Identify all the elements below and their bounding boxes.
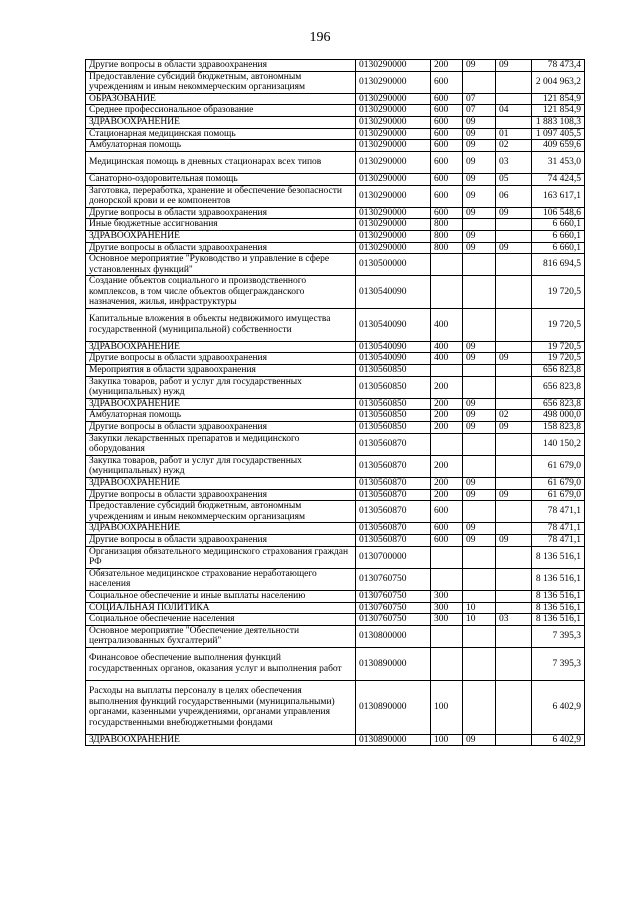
table-row bbox=[86, 230, 585, 242]
cell-section bbox=[463, 568, 496, 590]
table-row bbox=[86, 647, 585, 680]
cell-expense-type: 600 bbox=[431, 71, 463, 93]
cell-name: Закупка товаров, работ и услуг для государственных (муниципальных) нужд bbox=[86, 376, 356, 398]
cell-section: 07 bbox=[463, 93, 496, 105]
cell-expense-type: 200 bbox=[431, 376, 463, 398]
cell-subsection: 09 bbox=[496, 60, 532, 72]
cell-name: Другие вопросы в области здравоохранения bbox=[86, 534, 356, 546]
cell-section: 09 bbox=[463, 734, 496, 746]
cell-expense-type: 300 bbox=[431, 590, 463, 602]
cell-amount: 8 136 516,1 bbox=[532, 602, 585, 614]
cell-expense-type: 400 bbox=[431, 341, 463, 353]
cell-name: Закупка товаров, работ и услуг для государственных (муниципальных) нужд bbox=[86, 455, 356, 477]
cell-amount: 74 424,5 bbox=[532, 173, 585, 185]
cell-name: ЗДРАВООХРАНЕНИЕ bbox=[86, 523, 356, 535]
cell-subsection bbox=[496, 523, 532, 535]
table-row bbox=[86, 410, 585, 422]
cell-section: 09 bbox=[463, 534, 496, 546]
cell-name: Предоставление субсидий бюджетным, автономным учреждениям и иным некоммерческим организациям bbox=[86, 71, 356, 93]
cell-name: Обязательное медицинское страхование неработающего населения bbox=[86, 568, 356, 590]
table-row bbox=[86, 614, 585, 626]
cell-name: ЗДРАВООХРАНЕНИЕ bbox=[86, 116, 356, 128]
cell-code: 0130290000 bbox=[356, 207, 431, 219]
table-row bbox=[86, 365, 585, 377]
cell-section: 10 bbox=[463, 602, 496, 614]
cell-code: 0130700000 bbox=[356, 546, 431, 568]
cell-amount: 816 694,5 bbox=[532, 254, 585, 276]
cell-code: 0130560870 bbox=[356, 455, 431, 477]
cell-expense-type: 100 bbox=[431, 680, 463, 734]
cell-name: Медицинская помощь в дневных стационарах всех типов bbox=[86, 151, 356, 173]
cell-subsection: 09 bbox=[496, 242, 532, 254]
table-row bbox=[86, 376, 585, 398]
cell-section bbox=[463, 501, 496, 523]
table-row bbox=[86, 254, 585, 276]
table-row bbox=[86, 534, 585, 546]
cell-section: 09 bbox=[463, 353, 496, 365]
cell-amount: 61 679,0 bbox=[532, 455, 585, 477]
cell-section bbox=[463, 433, 496, 455]
table-row bbox=[86, 625, 585, 647]
cell-section: 09 bbox=[463, 185, 496, 207]
cell-name: ЗДРАВООХРАНЕНИЕ bbox=[86, 734, 356, 746]
cell-code: 0130560850 bbox=[356, 365, 431, 377]
table-row bbox=[86, 207, 585, 219]
cell-section: 09 bbox=[463, 242, 496, 254]
cell-section: 09 bbox=[463, 60, 496, 72]
page-number: 196 bbox=[309, 30, 331, 45]
cell-name: Капитальные вложения в объекты недвижимого имущества государственной (муниципальной) собственности bbox=[86, 309, 356, 342]
cell-code: 0130290000 bbox=[356, 93, 431, 105]
table-row bbox=[86, 116, 585, 128]
cell-section: 09 bbox=[463, 478, 496, 490]
cell-subsection bbox=[496, 116, 532, 128]
cell-expense-type: 200 bbox=[431, 455, 463, 477]
cell-amount: 158 823,8 bbox=[532, 422, 585, 434]
cell-section: 09 bbox=[463, 207, 496, 219]
table-row bbox=[86, 140, 585, 152]
table-row bbox=[86, 422, 585, 434]
cell-amount: 121 854,9 bbox=[532, 93, 585, 105]
cell-code: 0130560870 bbox=[356, 501, 431, 523]
table-row bbox=[86, 455, 585, 477]
cell-subsection bbox=[496, 341, 532, 353]
cell-subsection: 06 bbox=[496, 185, 532, 207]
cell-section bbox=[463, 276, 496, 309]
cell-expense-type: 600 bbox=[431, 501, 463, 523]
cell-amount: 163 617,1 bbox=[532, 185, 585, 207]
cell-code: 0130290000 bbox=[356, 185, 431, 207]
table-row bbox=[86, 568, 585, 590]
cell-code: 0130500000 bbox=[356, 254, 431, 276]
cell-amount: 8 136 516,1 bbox=[532, 614, 585, 626]
cell-expense-type: 800 bbox=[431, 242, 463, 254]
cell-section bbox=[463, 309, 496, 342]
cell-amount: 78 471,1 bbox=[532, 523, 585, 535]
cell-code: 0130290000 bbox=[356, 230, 431, 242]
cell-code: 0130540090 bbox=[356, 276, 431, 309]
cell-name: Другие вопросы в области здравоохранения bbox=[86, 353, 356, 365]
cell-section bbox=[463, 680, 496, 734]
cell-name: ЗДРАВООХРАНЕНИЕ bbox=[86, 478, 356, 490]
cell-expense-type: 600 bbox=[431, 140, 463, 152]
cell-expense-type: 600 bbox=[431, 523, 463, 535]
cell-subsection bbox=[496, 309, 532, 342]
cell-amount: 61 679,0 bbox=[532, 478, 585, 490]
cell-name: Другие вопросы в области здравоохранения bbox=[86, 242, 356, 254]
cell-code: 0130540090 bbox=[356, 341, 431, 353]
cell-code: 0130890000 bbox=[356, 680, 431, 734]
cell-section bbox=[463, 376, 496, 398]
cell-subsection bbox=[496, 680, 532, 734]
cell-code: 0130290000 bbox=[356, 60, 431, 72]
cell-amount: 121 854,9 bbox=[532, 105, 585, 117]
cell-amount: 19 720,5 bbox=[532, 341, 585, 353]
cell-expense-type: 200 bbox=[431, 398, 463, 410]
table-row bbox=[86, 501, 585, 523]
cell-section: 09 bbox=[463, 151, 496, 173]
table-row bbox=[86, 276, 585, 309]
table-row bbox=[86, 105, 585, 117]
cell-subsection bbox=[496, 254, 532, 276]
cell-subsection: 09 bbox=[496, 534, 532, 546]
cell-amount: 106 548,6 bbox=[532, 207, 585, 219]
cell-code: 0130290000 bbox=[356, 173, 431, 185]
cell-name: Организация обязательного медицинского страхования граждан РФ bbox=[86, 546, 356, 568]
cell-amount: 2 004 963,2 bbox=[532, 71, 585, 93]
table-row bbox=[86, 478, 585, 490]
cell-subsection bbox=[496, 230, 532, 242]
table-row bbox=[86, 219, 585, 231]
cell-subsection bbox=[496, 734, 532, 746]
cell-name: Иные бюджетные ассигнования bbox=[86, 219, 356, 231]
cell-amount: 31 453,0 bbox=[532, 151, 585, 173]
cell-code: 0130290000 bbox=[356, 140, 431, 152]
cell-name: ОБРАЗОВАНИЕ bbox=[86, 93, 356, 105]
cell-name: Социальное обеспечение населения bbox=[86, 614, 356, 626]
cell-expense-type: 600 bbox=[431, 116, 463, 128]
cell-expense-type: 600 bbox=[431, 93, 463, 105]
cell-expense-type: 800 bbox=[431, 230, 463, 242]
cell-name: Закупки лекарственных препаратов и медицинского оборудования bbox=[86, 433, 356, 455]
cell-expense-type: 600 bbox=[431, 128, 463, 140]
cell-section: 09 bbox=[463, 398, 496, 410]
cell-amount: 61 679,0 bbox=[532, 489, 585, 501]
budget-table bbox=[85, 59, 585, 746]
table-row bbox=[86, 93, 585, 105]
cell-subsection bbox=[496, 568, 532, 590]
cell-name: Социальное обеспечение и иные выплаты населению bbox=[86, 590, 356, 602]
cell-expense-type: 600 bbox=[431, 105, 463, 117]
cell-name: Амбулаторная помощь bbox=[86, 410, 356, 422]
cell-expense-type: 400 bbox=[431, 353, 463, 365]
cell-amount: 19 720,5 bbox=[532, 276, 585, 309]
cell-section bbox=[463, 365, 496, 377]
cell-subsection bbox=[496, 276, 532, 309]
cell-subsection bbox=[496, 93, 532, 105]
cell-code: 0130290000 bbox=[356, 71, 431, 93]
cell-code: 0130560850 bbox=[356, 422, 431, 434]
cell-section bbox=[463, 71, 496, 93]
cell-section: 09 bbox=[463, 410, 496, 422]
cell-subsection bbox=[496, 365, 532, 377]
table-row bbox=[86, 546, 585, 568]
cell-code: 0130290000 bbox=[356, 242, 431, 254]
cell-section: 09 bbox=[463, 116, 496, 128]
cell-amount: 656 823,8 bbox=[532, 398, 585, 410]
cell-section: 09 bbox=[463, 489, 496, 501]
cell-name: Основное мероприятие "Руководство и управление в сфере установленных функций" bbox=[86, 254, 356, 276]
cell-code: 0130290000 bbox=[356, 116, 431, 128]
cell-section: 09 bbox=[463, 140, 496, 152]
cell-amount: 6 660,1 bbox=[532, 242, 585, 254]
cell-expense-type: 200 bbox=[431, 60, 463, 72]
cell-expense-type bbox=[431, 568, 463, 590]
cell-subsection: 09 bbox=[496, 422, 532, 434]
cell-amount: 78 473,4 bbox=[532, 60, 585, 72]
cell-subsection: 03 bbox=[496, 151, 532, 173]
cell-code: 0130560850 bbox=[356, 410, 431, 422]
cell-section bbox=[463, 546, 496, 568]
cell-subsection bbox=[496, 71, 532, 93]
cell-name: Санаторно-оздоровительная помощь bbox=[86, 173, 356, 185]
cell-amount: 6 402,9 bbox=[532, 680, 585, 734]
table-row bbox=[86, 151, 585, 173]
table-row bbox=[86, 341, 585, 353]
cell-name: Амбулаторная помощь bbox=[86, 140, 356, 152]
cell-code: 0130760750 bbox=[356, 568, 431, 590]
cell-code: 0130290000 bbox=[356, 151, 431, 173]
cell-amount: 498 000,0 bbox=[532, 410, 585, 422]
cell-section bbox=[463, 590, 496, 602]
cell-name: Финансовое обеспечение выполнения функций государственных органов, оказания услуг и выполнения работ bbox=[86, 647, 356, 680]
cell-section bbox=[463, 455, 496, 477]
table-row bbox=[86, 398, 585, 410]
table-row bbox=[86, 173, 585, 185]
cell-subsection: 03 bbox=[496, 614, 532, 626]
cell-expense-type: 300 bbox=[431, 602, 463, 614]
cell-amount: 8 136 516,1 bbox=[532, 568, 585, 590]
cell-section: 09 bbox=[463, 523, 496, 535]
table-row bbox=[86, 523, 585, 535]
cell-amount: 78 471,1 bbox=[532, 534, 585, 546]
cell-subsection: 01 bbox=[496, 128, 532, 140]
cell-name: Другие вопросы в области здравоохранения bbox=[86, 422, 356, 434]
table-row bbox=[86, 128, 585, 140]
cell-subsection: 09 bbox=[496, 489, 532, 501]
cell-section bbox=[463, 647, 496, 680]
cell-amount: 19 720,5 bbox=[532, 353, 585, 365]
table-row bbox=[86, 185, 585, 207]
cell-name: Другие вопросы в области здравоохранения bbox=[86, 207, 356, 219]
cell-name: Мероприятия в области здравоохранения bbox=[86, 365, 356, 377]
cell-amount: 78 471,1 bbox=[532, 501, 585, 523]
cell-subsection bbox=[496, 602, 532, 614]
cell-expense-type: 100 bbox=[431, 734, 463, 746]
cell-expense-type: 600 bbox=[431, 173, 463, 185]
cell-subsection: 09 bbox=[496, 207, 532, 219]
cell-subsection bbox=[496, 219, 532, 231]
cell-code: 0130800000 bbox=[356, 625, 431, 647]
cell-expense-type: 200 bbox=[431, 489, 463, 501]
table-row bbox=[86, 71, 585, 93]
cell-name: Другие вопросы в области здравоохранения bbox=[86, 489, 356, 501]
cell-amount: 6 402,9 bbox=[532, 734, 585, 746]
cell-section: 10 bbox=[463, 614, 496, 626]
cell-name: ЗДРАВООХРАНЕНИЕ bbox=[86, 341, 356, 353]
cell-code: 0130560870 bbox=[356, 489, 431, 501]
cell-name: Среднее профессиональное образование bbox=[86, 105, 356, 117]
cell-amount: 7 395,3 bbox=[532, 625, 585, 647]
cell-subsection bbox=[496, 376, 532, 398]
cell-expense-type: 600 bbox=[431, 185, 463, 207]
cell-name: СОЦИАЛЬНАЯ ПОЛИТИКА bbox=[86, 602, 356, 614]
cell-section bbox=[463, 219, 496, 231]
cell-code: 0130290000 bbox=[356, 219, 431, 231]
cell-subsection bbox=[496, 455, 532, 477]
cell-code: 0130540090 bbox=[356, 353, 431, 365]
cell-subsection: 04 bbox=[496, 105, 532, 117]
cell-amount: 19 720,5 bbox=[532, 309, 585, 342]
cell-subsection bbox=[496, 647, 532, 680]
cell-code: 0130560850 bbox=[356, 398, 431, 410]
cell-subsection bbox=[496, 398, 532, 410]
cell-expense-type bbox=[431, 433, 463, 455]
cell-expense-type: 600 bbox=[431, 151, 463, 173]
cell-subsection bbox=[496, 501, 532, 523]
cell-amount: 140 150,2 bbox=[532, 433, 585, 455]
cell-subsection: 02 bbox=[496, 410, 532, 422]
cell-name: Создание объектов социального и производственного комплексов, в том числе объектов общегражданского назначения, жилья, инфраструктуры bbox=[86, 276, 356, 309]
cell-amount: 656 823,8 bbox=[532, 365, 585, 377]
table-row bbox=[86, 433, 585, 455]
table-row bbox=[86, 680, 585, 734]
cell-code: 0130760750 bbox=[356, 602, 431, 614]
cell-name: Другие вопросы в области здравоохранения bbox=[86, 60, 356, 72]
cell-expense-type bbox=[431, 647, 463, 680]
table-row bbox=[86, 602, 585, 614]
cell-expense-type bbox=[431, 625, 463, 647]
cell-name: ЗДРАВООХРАНЕНИЕ bbox=[86, 230, 356, 242]
cell-name: ЗДРАВООХРАНЕНИЕ bbox=[86, 398, 356, 410]
cell-expense-type bbox=[431, 254, 463, 276]
cell-section bbox=[463, 254, 496, 276]
table-row bbox=[86, 242, 585, 254]
table-row bbox=[86, 353, 585, 365]
cell-section: 09 bbox=[463, 422, 496, 434]
cell-section bbox=[463, 625, 496, 647]
cell-expense-type: 800 bbox=[431, 219, 463, 231]
cell-section: 09 bbox=[463, 230, 496, 242]
cell-subsection bbox=[496, 590, 532, 602]
cell-subsection bbox=[496, 478, 532, 490]
cell-amount: 6 660,1 bbox=[532, 230, 585, 242]
cell-code: 0130560870 bbox=[356, 478, 431, 490]
cell-code: 0130540090 bbox=[356, 309, 431, 342]
cell-subsection: 09 bbox=[496, 353, 532, 365]
cell-expense-type: 400 bbox=[431, 309, 463, 342]
cell-amount: 8 136 516,1 bbox=[532, 590, 585, 602]
cell-amount: 8 136 516,1 bbox=[532, 546, 585, 568]
cell-amount: 1 097 405,5 bbox=[532, 128, 585, 140]
cell-code: 0130290000 bbox=[356, 105, 431, 117]
cell-name: Расходы на выплаты персоналу в целях обеспечения выполнения функций государственными (муниципальными) органами, казенными учреждениями, органами управления государственными внебюджетными фондами bbox=[86, 680, 356, 734]
cell-section: 07 bbox=[463, 105, 496, 117]
cell-expense-type bbox=[431, 365, 463, 377]
cell-expense-type bbox=[431, 546, 463, 568]
cell-code: 0130760750 bbox=[356, 614, 431, 626]
cell-expense-type: 600 bbox=[431, 207, 463, 219]
cell-subsection bbox=[496, 433, 532, 455]
cell-code: 0130560850 bbox=[356, 376, 431, 398]
cell-section: 09 bbox=[463, 341, 496, 353]
table-row bbox=[86, 309, 585, 342]
cell-expense-type: 300 bbox=[431, 614, 463, 626]
cell-code: 0130560870 bbox=[356, 534, 431, 546]
cell-name: Стационарная медицинская помощь bbox=[86, 128, 356, 140]
cell-expense-type: 200 bbox=[431, 410, 463, 422]
cell-expense-type: 200 bbox=[431, 422, 463, 434]
cell-code: 0130560870 bbox=[356, 433, 431, 455]
table-row bbox=[86, 590, 585, 602]
cell-expense-type: 200 bbox=[431, 478, 463, 490]
cell-amount: 7 395,3 bbox=[532, 647, 585, 680]
cell-expense-type bbox=[431, 276, 463, 309]
cell-code: 0130560870 bbox=[356, 523, 431, 535]
cell-subsection bbox=[496, 625, 532, 647]
table-body bbox=[86, 60, 585, 746]
cell-amount: 656 823,8 bbox=[532, 376, 585, 398]
cell-name: Предоставление субсидий бюджетным, автономным учреждениям и иным некоммерческим организациям bbox=[86, 501, 356, 523]
cell-section: 09 bbox=[463, 128, 496, 140]
cell-expense-type: 600 bbox=[431, 534, 463, 546]
cell-amount: 6 660,1 bbox=[532, 219, 585, 231]
table-row bbox=[86, 489, 585, 501]
cell-subsection: 02 bbox=[496, 140, 532, 152]
cell-name: Заготовка, переработка, хранение и обеспечение безопасности донорской крови и ее компонентов bbox=[86, 185, 356, 207]
cell-code: 0130890000 bbox=[356, 647, 431, 680]
cell-code: 0130890000 bbox=[356, 734, 431, 746]
cell-name: Основное мероприятие "Обеспечение деятельности централизованных бухгалтерий" bbox=[86, 625, 356, 647]
cell-section: 09 bbox=[463, 173, 496, 185]
cell-amount: 409 659,6 bbox=[532, 140, 585, 152]
cell-subsection bbox=[496, 546, 532, 568]
cell-code: 0130290000 bbox=[356, 128, 431, 140]
table-row bbox=[86, 734, 585, 746]
table-row bbox=[86, 60, 585, 72]
cell-amount: 1 883 108,3 bbox=[532, 116, 585, 128]
cell-subsection: 05 bbox=[496, 173, 532, 185]
cell-code: 0130760750 bbox=[356, 590, 431, 602]
